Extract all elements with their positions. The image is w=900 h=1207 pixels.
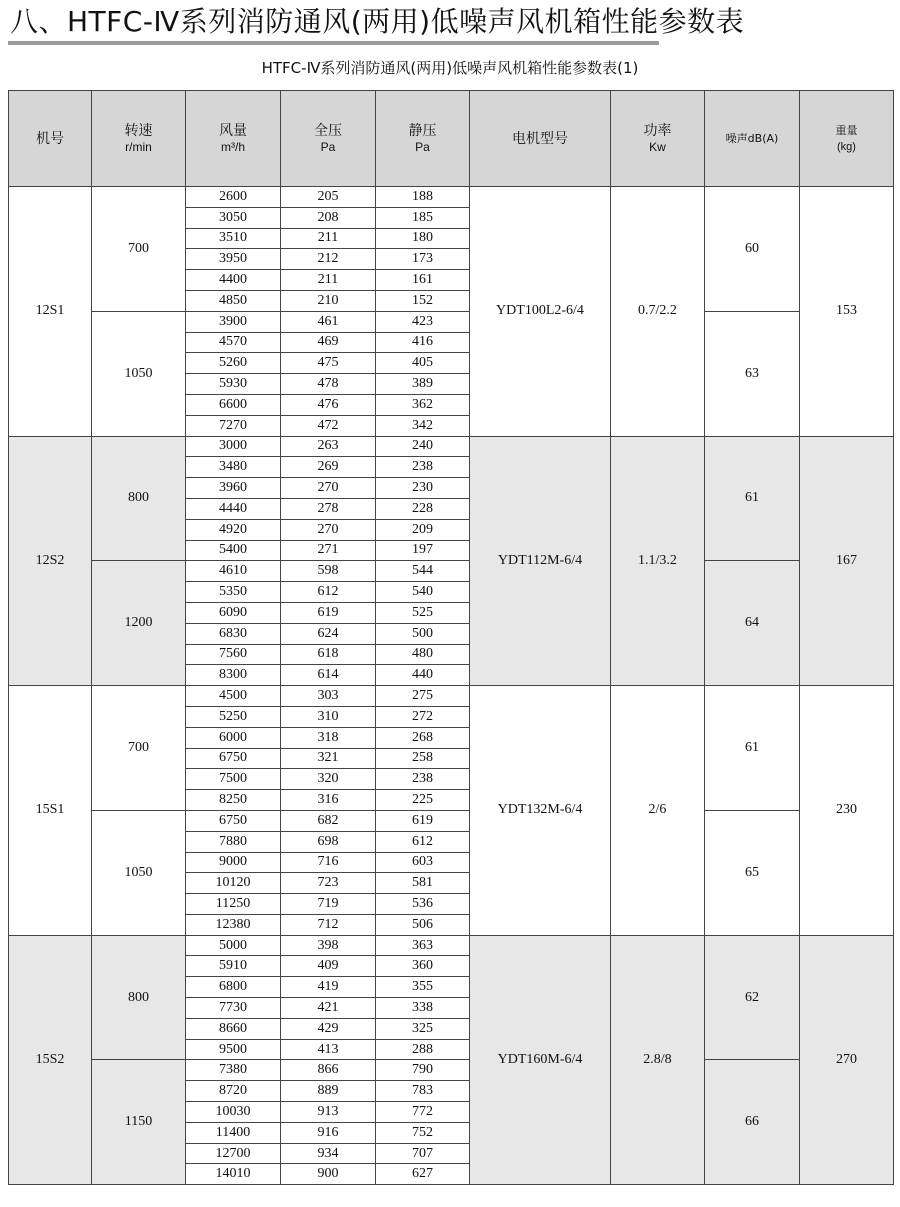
total-pressure-cell: 889 (281, 1081, 376, 1102)
total-pressure-cell: 598 (281, 561, 376, 582)
total-pressure-cell: 212 (281, 249, 376, 270)
weight-cell: 230 (800, 686, 894, 936)
total-pressure-cell: 205 (281, 187, 376, 208)
total-pressure-cell: 916 (281, 1122, 376, 1143)
total-pressure-cell: 271 (281, 540, 376, 561)
header-row (9, 91, 894, 187)
total-pressure-cell: 698 (281, 831, 376, 852)
col-weight: 重量 (kg) (800, 91, 894, 187)
total-pressure-cell: 270 (281, 519, 376, 540)
airflow-cell: 4570 (186, 332, 281, 353)
static-pressure-cell: 772 (376, 1102, 470, 1123)
power-cell: 2/6 (611, 686, 705, 936)
total-pressure-cell: 934 (281, 1143, 376, 1164)
total-pressure-cell: 475 (281, 353, 376, 374)
motor-cell: YDT100L2-6/4 (470, 187, 611, 437)
airflow-cell: 11400 (186, 1122, 281, 1143)
airflow-cell: 7500 (186, 769, 281, 790)
static-pressure-cell: 238 (376, 457, 470, 478)
total-pressure-cell: 303 (281, 686, 376, 707)
static-pressure-cell: 423 (376, 311, 470, 332)
static-pressure-cell: 355 (376, 977, 470, 998)
speed-cell: 700 (92, 686, 186, 811)
static-pressure-cell: 363 (376, 935, 470, 956)
static-pressure-cell: 197 (376, 540, 470, 561)
col-total-pressure: 全压 Pa (281, 91, 376, 187)
col-airflow: 风量 m³/h (186, 91, 281, 187)
total-pressure-cell: 316 (281, 790, 376, 811)
speed-cell: 1200 (92, 561, 186, 686)
noise-cell: 62 (705, 935, 800, 1060)
total-pressure-cell: 716 (281, 852, 376, 873)
static-pressure-cell: 416 (376, 332, 470, 353)
table-title: HTFC-Ⅳ系列消防通风(两用)低噪声风机箱性能参数表(1) (261, 59, 639, 77)
table-row (9, 1060, 894, 1081)
airflow-cell: 7270 (186, 415, 281, 436)
static-pressure-cell: 752 (376, 1122, 470, 1143)
airflow-cell: 3510 (186, 228, 281, 249)
model-cell: 15S1 (9, 686, 92, 936)
speed-cell: 1050 (92, 311, 186, 436)
airflow-cell: 12700 (186, 1143, 281, 1164)
static-pressure-cell: 500 (376, 623, 470, 644)
airflow-cell: 6090 (186, 602, 281, 623)
total-pressure-cell: 469 (281, 332, 376, 353)
total-pressure-cell: 270 (281, 478, 376, 499)
total-pressure-cell: 624 (281, 623, 376, 644)
static-pressure-cell: 544 (376, 561, 470, 582)
total-pressure-cell: 429 (281, 1018, 376, 1039)
total-pressure-cell: 682 (281, 810, 376, 831)
airflow-cell: 3950 (186, 249, 281, 270)
static-pressure-cell: 783 (376, 1081, 470, 1102)
airflow-cell: 5250 (186, 706, 281, 727)
table-row (9, 810, 894, 831)
airflow-cell: 6750 (186, 748, 281, 769)
static-pressure-cell: 275 (376, 686, 470, 707)
airflow-cell: 9000 (186, 852, 281, 873)
airflow-cell: 7880 (186, 831, 281, 852)
static-pressure-cell: 525 (376, 602, 470, 623)
power-cell: 2.8/8 (611, 935, 705, 1185)
static-pressure-cell: 209 (376, 519, 470, 540)
page-title: 八、HTFC-Ⅳ系列消防通风(两用)低噪声风机箱性能参数表 (10, 5, 745, 38)
static-pressure-cell: 342 (376, 415, 470, 436)
airflow-cell: 6000 (186, 727, 281, 748)
airflow-cell: 9500 (186, 1039, 281, 1060)
airflow-cell: 2600 (186, 187, 281, 208)
col-model: 机号 (9, 91, 92, 187)
weight-cell: 167 (800, 436, 894, 686)
static-pressure-cell: 405 (376, 353, 470, 374)
airflow-cell: 5910 (186, 956, 281, 977)
static-pressure-cell: 161 (376, 270, 470, 291)
airflow-cell: 6600 (186, 394, 281, 415)
static-pressure-cell: 325 (376, 1018, 470, 1039)
static-pressure-cell: 627 (376, 1164, 470, 1185)
table-row (9, 187, 894, 208)
performance-table (8, 90, 894, 1185)
total-pressure-cell: 409 (281, 956, 376, 977)
total-pressure-cell: 263 (281, 436, 376, 457)
total-pressure-cell: 866 (281, 1060, 376, 1081)
airflow-cell: 10120 (186, 873, 281, 894)
col-static-pressure: 静压 Pa (376, 91, 470, 187)
static-pressure-cell: 268 (376, 727, 470, 748)
title-underline (8, 41, 659, 45)
airflow-cell: 8660 (186, 1018, 281, 1039)
total-pressure-cell: 419 (281, 977, 376, 998)
speed-cell: 1150 (92, 1060, 186, 1185)
airflow-cell: 4440 (186, 498, 281, 519)
static-pressure-cell: 230 (376, 478, 470, 499)
total-pressure-cell: 278 (281, 498, 376, 519)
static-pressure-cell: 240 (376, 436, 470, 457)
airflow-cell: 4850 (186, 290, 281, 311)
static-pressure-cell: 272 (376, 706, 470, 727)
static-pressure-cell: 185 (376, 207, 470, 228)
total-pressure-cell: 320 (281, 769, 376, 790)
total-pressure-cell: 478 (281, 374, 376, 395)
speed-cell: 800 (92, 436, 186, 561)
airflow-cell: 8250 (186, 790, 281, 811)
airflow-cell: 8300 (186, 665, 281, 686)
total-pressure-cell: 421 (281, 998, 376, 1019)
model-cell: 15S2 (9, 935, 92, 1185)
static-pressure-cell: 540 (376, 582, 470, 603)
static-pressure-cell: 258 (376, 748, 470, 769)
col-noise: 噪声dB(A) (705, 91, 800, 187)
total-pressure-cell: 413 (281, 1039, 376, 1060)
airflow-cell: 3050 (186, 207, 281, 228)
static-pressure-cell: 152 (376, 290, 470, 311)
static-pressure-cell: 612 (376, 831, 470, 852)
airflow-cell: 6800 (186, 977, 281, 998)
noise-cell: 61 (705, 436, 800, 561)
total-pressure-cell: 398 (281, 935, 376, 956)
airflow-cell: 5000 (186, 935, 281, 956)
table-row (9, 436, 894, 457)
total-pressure-cell: 472 (281, 415, 376, 436)
static-pressure-cell: 581 (376, 873, 470, 894)
total-pressure-cell: 269 (281, 457, 376, 478)
airflow-cell: 7730 (186, 998, 281, 1019)
noise-cell: 64 (705, 561, 800, 686)
static-pressure-cell: 180 (376, 228, 470, 249)
static-pressure-cell: 188 (376, 187, 470, 208)
airflow-cell: 4500 (186, 686, 281, 707)
airflow-cell: 3000 (186, 436, 281, 457)
airflow-cell: 10030 (186, 1102, 281, 1123)
model-group (9, 436, 894, 686)
total-pressure-cell: 612 (281, 582, 376, 603)
airflow-cell: 11250 (186, 894, 281, 915)
total-pressure-cell: 900 (281, 1164, 376, 1185)
total-pressure-cell: 476 (281, 394, 376, 415)
static-pressure-cell: 619 (376, 810, 470, 831)
static-pressure-cell: 389 (376, 374, 470, 395)
static-pressure-cell: 536 (376, 894, 470, 915)
total-pressure-cell: 712 (281, 914, 376, 935)
airflow-cell: 5260 (186, 353, 281, 374)
airflow-cell: 5400 (186, 540, 281, 561)
total-pressure-cell: 719 (281, 894, 376, 915)
static-pressure-cell: 707 (376, 1143, 470, 1164)
table-row (9, 561, 894, 582)
static-pressure-cell: 603 (376, 852, 470, 873)
static-pressure-cell: 173 (376, 249, 470, 270)
static-pressure-cell: 225 (376, 790, 470, 811)
airflow-cell: 4400 (186, 270, 281, 291)
model-group (9, 935, 894, 1185)
motor-cell: YDT132M-6/4 (470, 686, 611, 936)
airflow-cell: 3480 (186, 457, 281, 478)
model-group (9, 187, 894, 437)
airflow-cell: 5930 (186, 374, 281, 395)
total-pressure-cell: 210 (281, 290, 376, 311)
power-cell: 1.1/3.2 (611, 436, 705, 686)
airflow-cell: 7380 (186, 1060, 281, 1081)
airflow-cell: 4920 (186, 519, 281, 540)
airflow-cell: 4610 (186, 561, 281, 582)
total-pressure-cell: 913 (281, 1102, 376, 1123)
static-pressure-cell: 338 (376, 998, 470, 1019)
airflow-cell: 7560 (186, 644, 281, 665)
noise-cell: 65 (705, 810, 800, 935)
airflow-cell: 8720 (186, 1081, 281, 1102)
total-pressure-cell: 461 (281, 311, 376, 332)
total-pressure-cell: 310 (281, 706, 376, 727)
model-group (9, 686, 894, 936)
table-row (9, 311, 894, 332)
airflow-cell: 3960 (186, 478, 281, 499)
total-pressure-cell: 614 (281, 665, 376, 686)
speed-cell: 1050 (92, 810, 186, 935)
total-pressure-cell: 211 (281, 228, 376, 249)
static-pressure-cell: 228 (376, 498, 470, 519)
static-pressure-cell: 362 (376, 394, 470, 415)
power-cell: 0.7/2.2 (611, 187, 705, 437)
total-pressure-cell: 211 (281, 270, 376, 291)
airflow-cell: 6750 (186, 810, 281, 831)
static-pressure-cell: 790 (376, 1060, 470, 1081)
total-pressure-cell: 208 (281, 207, 376, 228)
static-pressure-cell: 440 (376, 665, 470, 686)
static-pressure-cell: 480 (376, 644, 470, 665)
model-cell: 12S1 (9, 187, 92, 437)
static-pressure-cell: 238 (376, 769, 470, 790)
airflow-cell: 6830 (186, 623, 281, 644)
total-pressure-cell: 318 (281, 727, 376, 748)
total-pressure-cell: 618 (281, 644, 376, 665)
col-speed: 转速 r/min (92, 91, 186, 187)
model-cell: 12S2 (9, 436, 92, 686)
motor-cell: YDT112M-6/4 (470, 436, 611, 686)
static-pressure-cell: 506 (376, 914, 470, 935)
noise-cell: 60 (705, 187, 800, 312)
static-pressure-cell: 360 (376, 956, 470, 977)
speed-cell: 700 (92, 187, 186, 312)
col-motor: 电机型号 (470, 91, 611, 187)
airflow-cell: 14010 (186, 1164, 281, 1185)
weight-cell: 153 (800, 187, 894, 437)
airflow-cell: 3900 (186, 311, 281, 332)
col-power: 功率 Kw (611, 91, 705, 187)
airflow-cell: 5350 (186, 582, 281, 603)
total-pressure-cell: 619 (281, 602, 376, 623)
noise-cell: 63 (705, 311, 800, 436)
airflow-cell: 12380 (186, 914, 281, 935)
noise-cell: 61 (705, 686, 800, 811)
total-pressure-cell: 723 (281, 873, 376, 894)
weight-cell: 270 (800, 935, 894, 1185)
noise-cell: 66 (705, 1060, 800, 1185)
table-row (9, 686, 894, 707)
static-pressure-cell: 288 (376, 1039, 470, 1060)
total-pressure-cell: 321 (281, 748, 376, 769)
motor-cell: YDT160M-6/4 (470, 935, 611, 1185)
speed-cell: 800 (92, 935, 186, 1060)
table-row (9, 935, 894, 956)
